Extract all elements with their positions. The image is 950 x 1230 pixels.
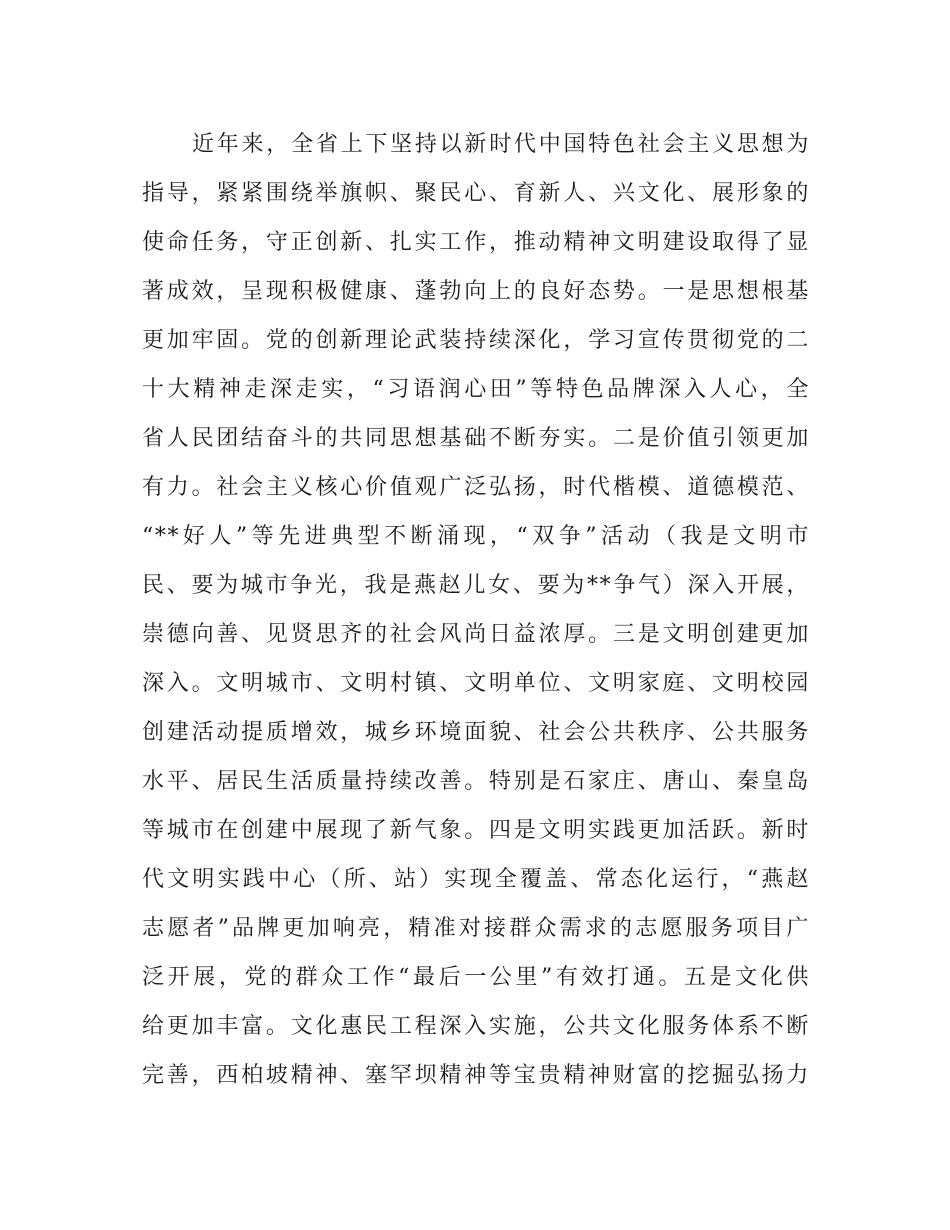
paragraph-line: 崇德向善、见贤思齐的社会风尚日益浓厚。三是文明创建更加 xyxy=(142,622,810,647)
paragraph-line: 给更加丰富。文化惠民工程深入实施，公共文化服务体系不断 xyxy=(142,1014,810,1039)
paragraph-line: 十大精神走深走实，“习语润心田”等特色品牌深入人心，全 xyxy=(142,377,810,402)
paragraph-line: 著成效，呈现积极健康、蓬勃向上的良好态势。一是思想根基 xyxy=(142,279,810,304)
paragraph-line: 水平、居民生活质量持续改善。特别是石家庄、唐山、秦皇岛 xyxy=(142,769,810,794)
paragraph-line: 泛开展，党的群众工作“最后一公里”有效打通。五是文化供 xyxy=(142,965,810,990)
paragraph-line: 创建活动提质增效，城乡环境面貌、社会公共秩序、公共服务 xyxy=(142,720,810,745)
paragraph-line: 省人民团结奋斗的共同思想基础不断夯实。二是价值引领更加 xyxy=(142,426,810,451)
paragraph-line: 代文明实践中心（所、站）实现全覆盖、常态化运行，“燕赵 xyxy=(142,867,810,892)
body-paragraph xyxy=(142,120,810,1100)
paragraph-line: 有力。社会主义核心价值观广泛弘扬，时代楷模、道德模范、 xyxy=(142,475,810,500)
paragraph-line: 近年来，全省上下坚持以新时代中国特色社会主义思想为 xyxy=(192,132,810,157)
paragraph-line: 志愿者”品牌更加响亮，精准对接群众需求的志愿服务项目广 xyxy=(142,916,810,941)
paragraph-line: “**好人”等先进典型不断涌现，“双争”活动（我是文明市 xyxy=(142,524,810,549)
paragraph-line: 完善，西柏坡精神、塞罕坝精神等宝贵精神财富的挖掘弘扬力 xyxy=(142,1063,810,1088)
paragraph-line: 使命任务，守正创新、扎实工作，推动精神文明建设取得了显 xyxy=(142,230,810,255)
paragraph-line: 等城市在创建中展现了新气象。四是文明实践更加活跃。新时 xyxy=(142,818,810,843)
paragraph-line: 指导，紧紧围绕举旗帜、聚民心、育新人、兴文化、展形象的 xyxy=(142,181,810,206)
paragraph-line: 深入。文明城市、文明村镇、文明单位、文明家庭、文明校园 xyxy=(142,671,810,696)
paragraph-line: 民、要为城市争光，我是燕赵儿女、要为**争气）深入开展， xyxy=(142,573,810,598)
paragraph-line: 更加牢固。党的创新理论武装持续深化，学习宣传贯彻党的二 xyxy=(142,328,810,353)
